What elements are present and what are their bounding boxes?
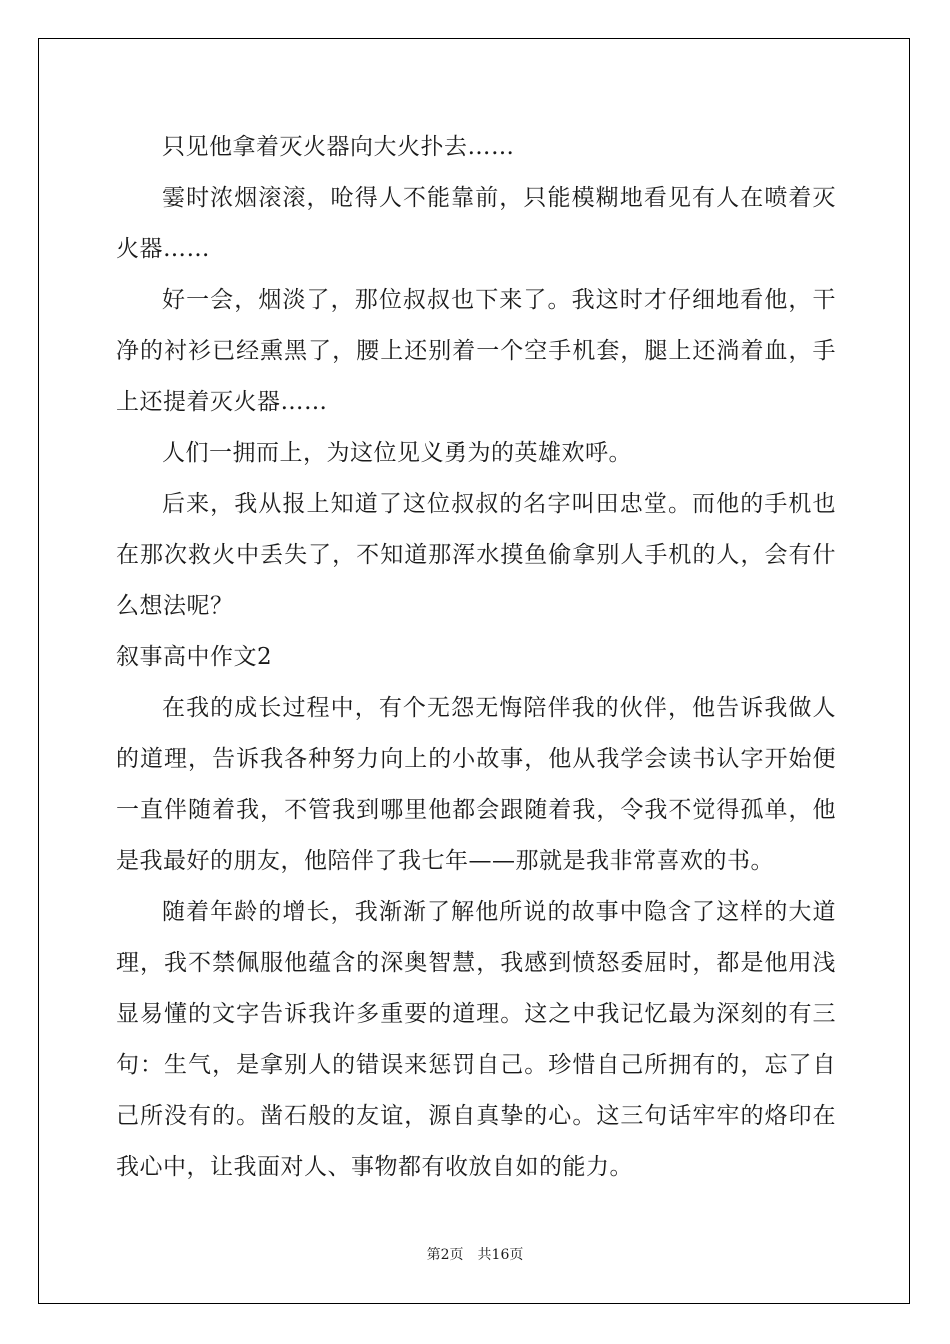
paragraph: 霎时浓烟滚滚，呛得人不能靠前，只能模糊地看见有人在喷着灭火器…… bbox=[116, 185, 836, 262]
paragraph: 随着年龄的增长，我渐渐了解他所说的故事中隐含了这样的大道理，我不禁佩服他蕴含的深奥智慧，我感到愤怒委屈时，都是他用浅显易懂的文字告诉我许多重要的道理。这之中我记忆最为深刻的有三句：生气，是拿别人的错误来惩罚自己。珍惜自己所拥有的，忘了自己所没有的。凿石般的友谊，源自真挚的心。这三句话牢牢的烙印在我心中，让我面对人、事物都有收放自如的能力。 bbox=[116, 899, 836, 1180]
paragraph: 只见他拿着灭火器向大火扑去…… bbox=[162, 134, 515, 160]
paragraph: 好一会，烟淡了，那位叔叔也下来了。我这时才仔细地看他，干净的衬衫已经熏黑了，腰上还别着一个空手机套，腿上还淌着血，手上还提着灭火器…… bbox=[116, 287, 836, 415]
paragraph: 在我的成长过程中，有个无怨无悔陪伴我的伙伴，他告诉我做人的道理，告诉我各种努力向上的小故事，他从我学会读书认字开始便一直伴随着我，不管我到哪里他都会跟随着我，令我不觉得孤单，他是我最好的朋友，他陪伴了我七年——那就是我非常喜欢的书。 bbox=[116, 695, 836, 874]
document-body bbox=[116, 122, 836, 1193]
page-number-current: 第2页 bbox=[426, 1247, 464, 1263]
section-heading: 叙事高中作文2 bbox=[116, 644, 273, 670]
page-footer bbox=[0, 1244, 950, 1264]
page-number-total: 共16页 bbox=[477, 1247, 524, 1263]
paragraph: 后来，我从报上知道了这位叔叔的名字叫田忠堂。而他的手机也在那次救火中丢失了，不知道那浑水摸鱼偷拿别人手机的人，会有什么想法呢？ bbox=[116, 491, 836, 619]
paragraph: 人们一拥而上，为这位见义勇为的英雄欢呼。 bbox=[162, 440, 632, 466]
